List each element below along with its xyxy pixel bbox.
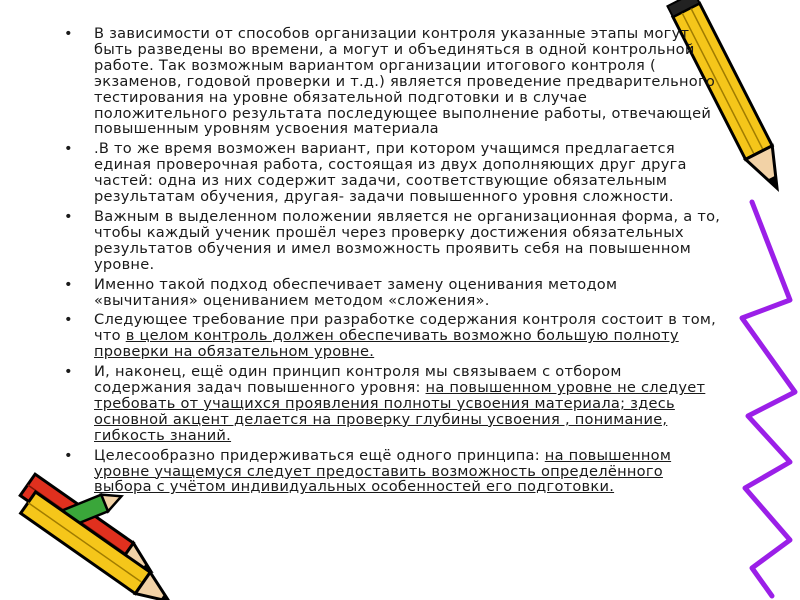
bullet-text: .В то же время возможен вариант, при котором учащимся предлагается единая проверочная работа, состоящая из двух дополняющих друг друга частей: одна из них содержит задачи, соответствующие обязательным результатам обучения, другая- задачи повышенного уровня сложности. bbox=[94, 140, 687, 206]
bullet-marker: • bbox=[64, 140, 73, 158]
underlined-text: на повышенном уровне учащемуся следует предоставить возможность определённого выбора с учётом индивидуальных особенностей его подготовки. bbox=[94, 446, 672, 496]
bullet-item bbox=[64, 277, 724, 309]
bullet-marker: • bbox=[64, 275, 73, 293]
bullet-text: Следующее требование при разработке содержания контроля состоит в том, что bbox=[94, 311, 717, 345]
bullet-text: Именно такой подход обеспечивает замену оценивания методом «вычитания» оцениванием методом «сложения». bbox=[94, 275, 618, 309]
bullet-text: В зависимости от способов организации контроля указанные этапы могут быть разведены во времени, а могут и объединяться в одной контрольной работе. Так возможным вариантом организации итогового контроля ( экзаменов, годовой проверки и т.д.) является проведение предварительного тестирования на уровне обязательной подготовки и в случае положительного результата последующее выполнение работы, отвечающей повышенным уровням усвоения материала bbox=[94, 25, 716, 138]
bullet-marker: • bbox=[64, 311, 73, 329]
underlined-text: на повышенном уровне не следует требовать от учащихся проявления полноты усвоения материала; здесь основной акцент делается на проверку глубины усвоения , понимание, гибкость знаний. bbox=[94, 379, 706, 444]
bullet-item bbox=[64, 209, 724, 273]
bullet-text: И, наконец, ещё один принцип контроля мы связываем с отбором содержания задач повышенного уровня: bbox=[94, 363, 622, 397]
bullet-item bbox=[64, 26, 724, 137]
bullet-item bbox=[64, 364, 724, 444]
bullet-list bbox=[64, 26, 724, 499]
bullet-item bbox=[64, 141, 724, 205]
bullet-text: Важным в выделенном положении является не организационная форма, а то, чтобы каждый ученик прошёл через проверку достижения обязательных результатов обучения и имел возможность проявить себя на повышенном уровне. bbox=[94, 207, 721, 273]
bullet-marker: • bbox=[64, 207, 73, 225]
bullet-marker: • bbox=[64, 363, 73, 381]
bullet-marker: • bbox=[64, 446, 73, 464]
bullet-text: Целесообразно придерживаться ещё одного принципа: bbox=[94, 446, 545, 464]
underlined-text: в целом контроль должен обеспечивать возможно большую полноту проверки на обязательном уровне. bbox=[94, 327, 679, 361]
bullet-marker: • bbox=[64, 25, 73, 42]
bullet-item bbox=[64, 448, 724, 496]
bullet-item bbox=[64, 312, 724, 360]
